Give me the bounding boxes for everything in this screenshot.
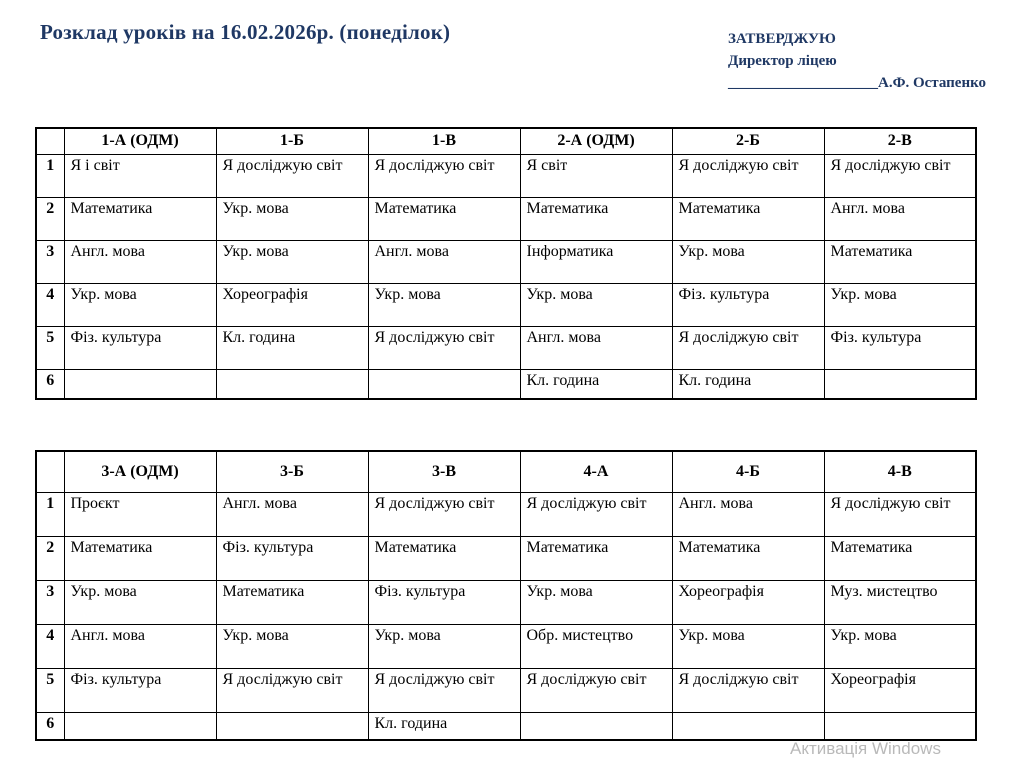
corner-cell <box>36 128 64 154</box>
schedule-cell: Я досліджую світ <box>520 668 672 712</box>
schedule-cell: Укр. мова <box>216 240 368 283</box>
schedule-cell: Математика <box>672 197 824 240</box>
header-row <box>36 451 976 492</box>
schedule-cell: Я досліджую світ <box>824 492 976 536</box>
schedule-cell: Кл. година <box>368 712 520 740</box>
approval-stamp: ЗАТВЕРДЖУЮ <box>728 31 836 47</box>
schedule-cell: Укр. мова <box>64 283 216 326</box>
page-title: Розклад уроків на 16.02.2026р. (понеділок) <box>40 20 451 44</box>
schedule-cell <box>672 712 824 740</box>
schedule-row <box>36 580 976 624</box>
schedule-cell: Я досліджую світ <box>368 154 520 197</box>
class-header-cell: 4-А <box>520 451 672 492</box>
schedule-row <box>36 369 976 399</box>
schedule-cell: Я досліджую світ <box>824 154 976 197</box>
period-number: 6 <box>36 712 64 740</box>
schedule-cell: Я і світ <box>64 154 216 197</box>
windows-activation-watermark: Активація Windows <box>790 739 941 758</box>
class-header-cell: 1-В <box>368 128 520 154</box>
schedule-cell <box>216 712 368 740</box>
schedule-table-grades-1-2 <box>35 127 977 400</box>
period-number: 2 <box>36 536 64 580</box>
schedule-row <box>36 712 976 740</box>
class-header-cell: 3-Б <box>216 451 368 492</box>
schedule-cell: Кл. година <box>520 369 672 399</box>
schedule-cell: Фіз. культура <box>64 326 216 369</box>
schedule-cell: Укр. мова <box>368 283 520 326</box>
class-header-cell: 4-Б <box>672 451 824 492</box>
schedule-cell: Англ. мова <box>368 240 520 283</box>
schedule-cell: Інформатика <box>520 240 672 283</box>
schedule-row <box>36 154 976 197</box>
schedule-row <box>36 492 976 536</box>
period-number: 6 <box>36 369 64 399</box>
schedule-cell: Фіз. культура <box>824 326 976 369</box>
schedule-cell: Фіз. культура <box>216 536 368 580</box>
schedule-row <box>36 668 976 712</box>
schedule-cell: Математика <box>216 580 368 624</box>
schedule-cell: Математика <box>824 240 976 283</box>
schedule-cell: Я досліджую світ <box>216 154 368 197</box>
schedule-cell: Математика <box>520 197 672 240</box>
schedule-cell: Укр. мова <box>824 283 976 326</box>
schedule-cell <box>216 369 368 399</box>
class-header-cell: 3-А (ОДМ) <box>64 451 216 492</box>
class-header-cell: 3-В <box>368 451 520 492</box>
period-number: 1 <box>36 154 64 197</box>
schedule-cell: Я досліджую світ <box>672 326 824 369</box>
schedule-cell: Обр. мистецтво <box>520 624 672 668</box>
schedule-cell: Я досліджую світ <box>672 668 824 712</box>
schedule-cell <box>64 369 216 399</box>
schedule-row <box>36 283 976 326</box>
schedule-cell: Фіз. культура <box>64 668 216 712</box>
schedule-cell: Кл. година <box>216 326 368 369</box>
schedule-cell: Я досліджую світ <box>368 668 520 712</box>
signature-line: ____________________ <box>728 75 878 91</box>
schedule-cell <box>368 369 520 399</box>
schedule-cell <box>824 369 976 399</box>
schedule-cell: Фіз. культура <box>672 283 824 326</box>
period-number: 4 <box>36 283 64 326</box>
schedule-table-grades-3-4 <box>35 450 977 741</box>
schedule-cell <box>824 712 976 740</box>
schedule-cell: Англ. мова <box>64 624 216 668</box>
approval-role: Директор ліцею <box>728 53 837 69</box>
schedule-row <box>36 624 976 668</box>
schedule-cell: Хореографія <box>672 580 824 624</box>
schedule-cell: Математика <box>520 536 672 580</box>
schedule-cell <box>64 712 216 740</box>
approval-signature-row <box>728 72 1008 94</box>
schedule-cell: Проєкт <box>64 492 216 536</box>
schedule-cell: Хореографія <box>824 668 976 712</box>
schedule-row <box>36 536 976 580</box>
schedule-row <box>36 197 976 240</box>
period-number: 5 <box>36 326 64 369</box>
schedule-cell: Математика <box>64 536 216 580</box>
schedule-cell: Англ. мова <box>672 492 824 536</box>
schedule-cell: Муз. мистецтво <box>824 580 976 624</box>
schedule-cell: Англ. мова <box>216 492 368 536</box>
header-row <box>36 128 976 154</box>
schedule-cell: Укр. мова <box>216 197 368 240</box>
corner-cell <box>36 451 64 492</box>
schedule-cell: Фіз. культура <box>368 580 520 624</box>
class-header-cell: 2-В <box>824 128 976 154</box>
period-number: 3 <box>36 580 64 624</box>
schedule-cell: Укр. мова <box>64 580 216 624</box>
period-number: 5 <box>36 668 64 712</box>
period-number: 2 <box>36 197 64 240</box>
schedule-cell: Я досліджую світ <box>368 492 520 536</box>
schedule-cell: Кл. година <box>672 369 824 399</box>
schedule-cell: Математика <box>368 536 520 580</box>
schedule-cell: Англ. мова <box>520 326 672 369</box>
schedule-cell <box>520 712 672 740</box>
schedule-row <box>36 326 976 369</box>
approval-name: А.Ф. Остапенко <box>878 75 987 91</box>
schedule-cell: Укр. мова <box>672 240 824 283</box>
schedule-cell: Укр. мова <box>824 624 976 668</box>
schedule-cell: Укр. мова <box>520 283 672 326</box>
class-header-cell: 2-А (ОДМ) <box>520 128 672 154</box>
schedule-cell: Укр. мова <box>216 624 368 668</box>
schedule-cell: Математика <box>64 197 216 240</box>
schedule-cell: Укр. мова <box>368 624 520 668</box>
class-header-cell: 1-А (ОДМ) <box>64 128 216 154</box>
period-number: 3 <box>36 240 64 283</box>
schedule-cell: Математика <box>368 197 520 240</box>
class-header-cell: 1-Б <box>216 128 368 154</box>
schedule-row <box>36 240 976 283</box>
schedule-cell: Я світ <box>520 154 672 197</box>
schedule-cell: Я досліджую світ <box>368 326 520 369</box>
schedule-cell: Укр. мова <box>672 624 824 668</box>
period-number: 4 <box>36 624 64 668</box>
schedule-cell: Укр. мова <box>520 580 672 624</box>
schedule-cell: Математика <box>824 536 976 580</box>
class-header-cell: 2-Б <box>672 128 824 154</box>
period-number: 1 <box>36 492 64 536</box>
schedule-cell: Я досліджую світ <box>216 668 368 712</box>
schedule-cell: Математика <box>672 536 824 580</box>
schedule-cell: Я досліджую світ <box>520 492 672 536</box>
schedule-cell: Я досліджую світ <box>672 154 824 197</box>
schedule-cell: Хореографія <box>216 283 368 326</box>
schedule-cell: Англ. мова <box>824 197 976 240</box>
class-header-cell: 4-В <box>824 451 976 492</box>
approval-block <box>728 28 1008 94</box>
schedule-cell: Англ. мова <box>64 240 216 283</box>
